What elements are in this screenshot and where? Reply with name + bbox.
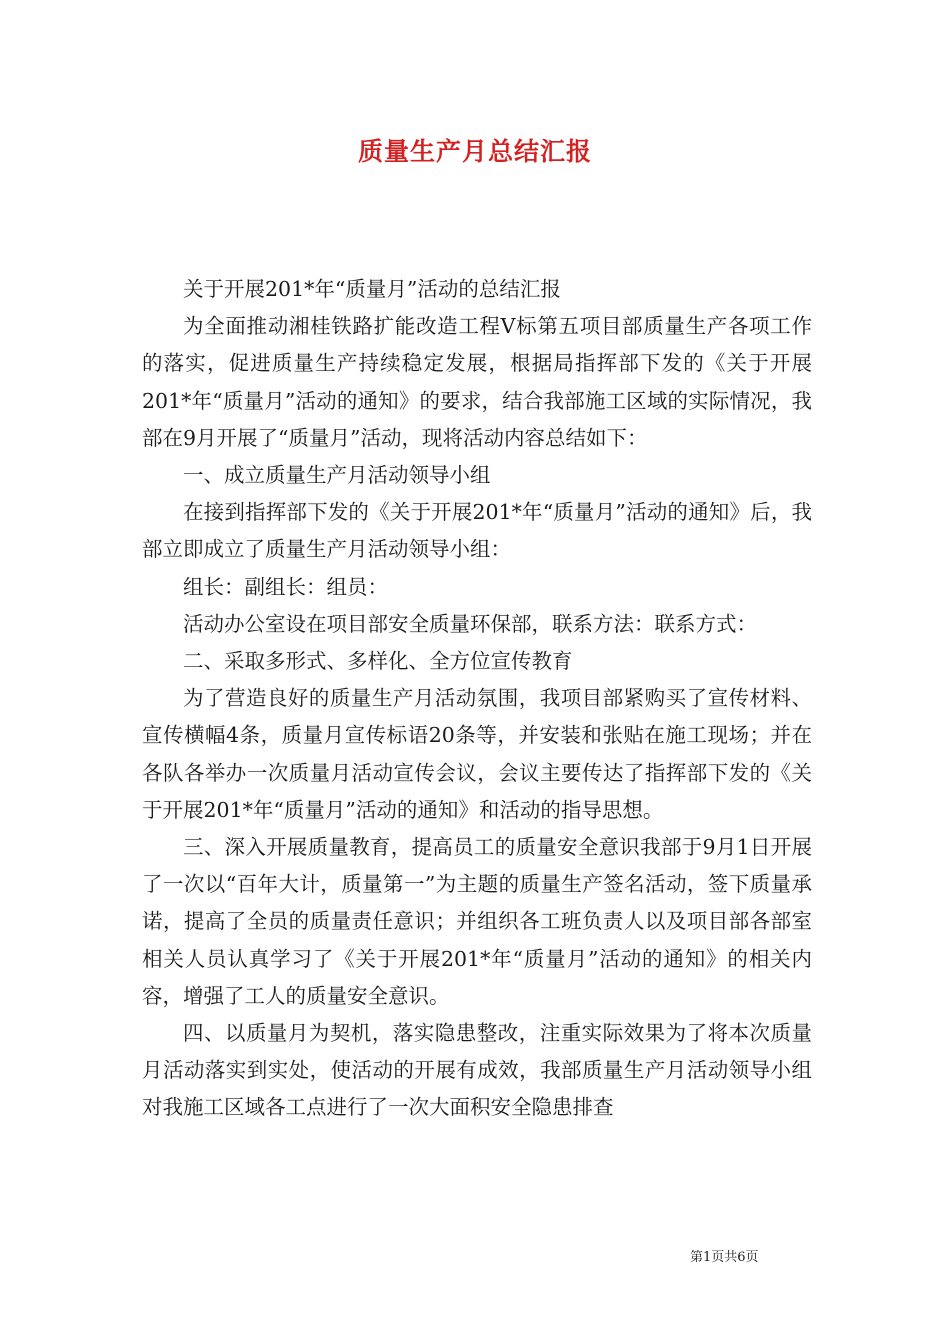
document-title: 质量生产月总结汇报	[357, 137, 592, 166]
section-heading-1: 一、成立质量生产月活动领导小组	[183, 463, 491, 488]
paragraph-heading: 关于开展201*年“质量月”活动的总结汇报	[183, 277, 561, 301]
paragraph-intro: 为全面推动湘桂铁路扩能改造工程Ⅴ标第五项目部质量生产各项工作的落实，促进质量生产持续稳定发展，根据局指挥部下发的《关于开展201*年“质量月”活动的通知》的要求，结合我部施工区域的实际情况，我部在9月开展了“质量月”活动，现将活动内容总结如下：	[142, 314, 812, 450]
paragraph-section-1: 在接到指挥部下发的《关于开展201*年“质量月”活动的通知》后，我部立即成立了质量生产月活动领导小组：	[142, 500, 812, 562]
document-body	[142, 271, 812, 1127]
section-heading-2: 二、采取多形式、多样化、全方位宣传教育	[183, 649, 573, 674]
paragraph-section-3: 三、深入开展质量教育，提高员工的质量安全意识我部于9月1日开展了一次以“百年大计，质量第一”为主题的质量生产签名活动，签下质量承诺，提高了全员的质量责任意识；并组织各工班负责人以及项目部各部室相关人员认真学习了《关于开展201*年“质量月”活动的通知》的相关内容，增强了工人的质量安全意识。	[142, 835, 812, 1008]
page-number: 第1页共6页	[690, 1250, 759, 1265]
paragraph-section-2: 为了营造良好的质量生产月活动氛围，我项目部紧购买了宣传材料、宣传横幅4条，质量月宣传标语20条等，并安装和张贴在施工现场；并在各队各举办一次质量月活动宣传会议，会议主要传达了指挥部下发的《关于开展201*年“质量月”活动的通知》和活动的指导思想。	[142, 686, 812, 822]
paragraph-section-4: 四、以质量月为契机，落实隐患整改，注重实际效果为了将本次质量月活动落实到实处，使活动的开展有成效，我部质量生产月活动领导小组对我施工区域各工点进行了一次大面积安全隐患排查	[142, 1021, 812, 1120]
paragraph-members: 组长：副组长：组员：	[183, 574, 388, 599]
paragraph-office: 活动办公室设在项目部安全质量环保部，联系方法：联系方式：	[183, 611, 757, 636]
